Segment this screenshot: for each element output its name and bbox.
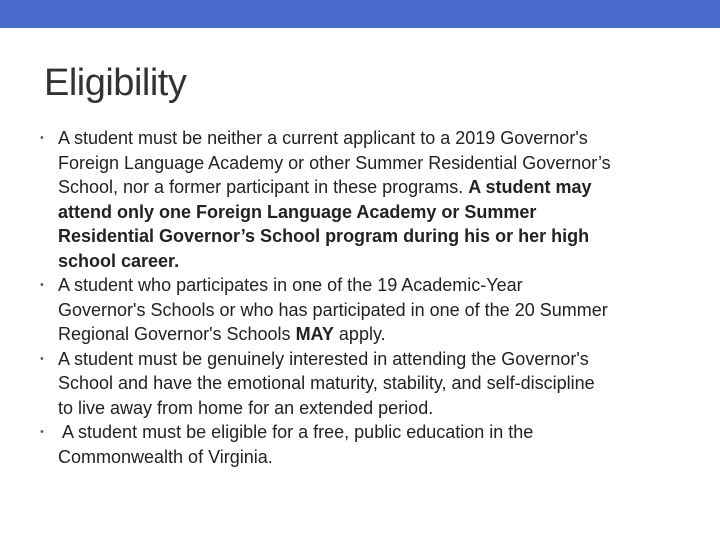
bullet-line: School, nor a former participant in these programs. [58,177,469,197]
bullet-dot-icon: • [40,352,44,365]
bullet-line-bold: attend only one Foreign Language Academy or Summer [58,201,537,222]
bullet-dot-icon: • [40,132,44,144]
bullet-line: Regional Governor's Schools [58,324,296,344]
bullet-line: Governor's Schools or who has participated in one of the 20 Summer [58,299,608,320]
bullet-line: School and have the emotional maturity, stability, and self-discipline [58,373,595,393]
bullet-line: A student must be genuinely interested in attending the Governor's [58,348,589,369]
bullet-line-bold: school career. [58,250,180,271]
bullet-list [40,126,680,469]
top-accent-bar [0,0,720,28]
bullet-line: to live away from home for an extended period. [58,397,434,418]
bullet-dot-icon: • [40,279,44,291]
bullet-item-3 [40,347,680,421]
bullet-line: apply. [333,324,386,344]
bullet-line: A student must be eligible for a free, public education in the [58,422,534,442]
bullet-line: A student who participates in one of the 19 Academic-Year [58,275,523,295]
bullet-line: A student must be neither a current applicant to a 2019 Governor's [58,128,588,148]
slide-title: Eligibility [44,62,187,104]
bullet-line: Foreign Language Academy or other Summer Residential Governor’s [58,152,611,173]
bullet-dot-icon: • [40,426,44,438]
bullet-line-bold: A student may [468,177,592,197]
bullet-item-4 [40,420,680,469]
bullet-line-bold: Residential Governor’s School program during his or her high [58,226,590,246]
bullet-item-2 [40,273,680,347]
bullet-line: Commonwealth of Virginia. [58,446,273,467]
bullet-item-1 [40,126,680,273]
bullet-line-bold: MAY [295,324,334,344]
